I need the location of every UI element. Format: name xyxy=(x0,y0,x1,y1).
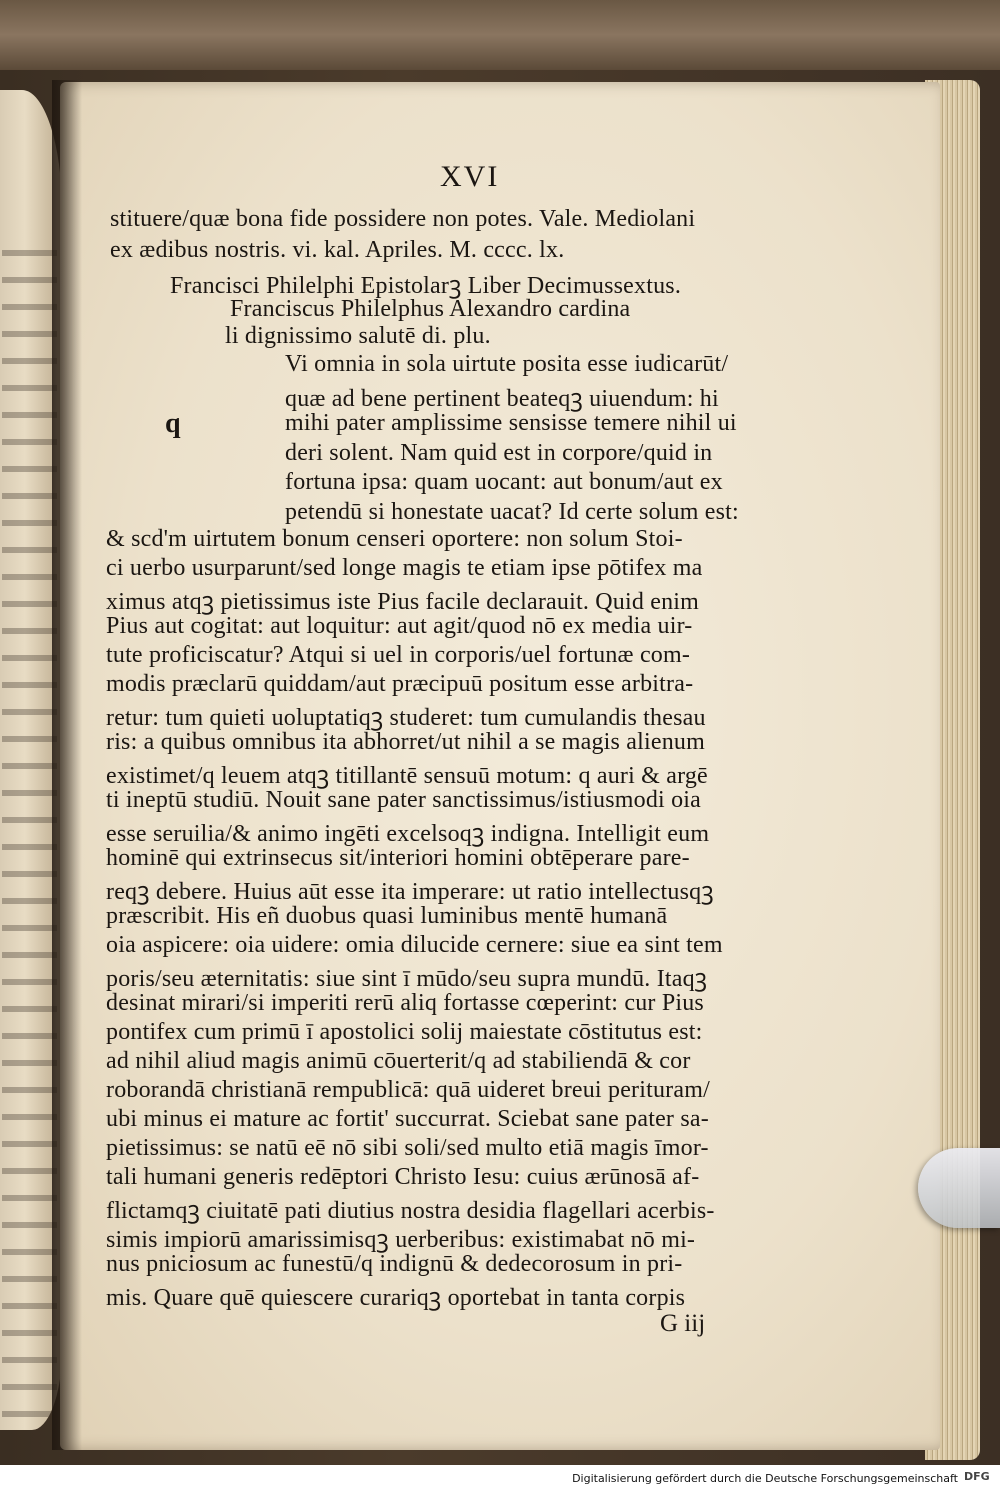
facing-page-text-shadow xyxy=(2,250,57,1430)
text-line: modis præclarū quiddam/aut præcipuū positum esse arbitra- xyxy=(106,671,694,697)
text-line: mis. Quare quē quiescere curariqꝫ oportebat in tanta corpis xyxy=(106,1285,686,1311)
text-line: simis impiorū amarissimisqꝫ uerberibus: existimabat nō mi- xyxy=(106,1227,696,1253)
text-line: oia aspicere: oia uidere: omia dilucide cernere: siue ea sint tem xyxy=(106,932,723,958)
letter-heading: li dignissimo salutē di. plu. xyxy=(225,323,491,349)
text-line: hominē qui extrinsecus sit/interiori homini obtēperare pare- xyxy=(106,845,690,871)
signature-mark: G iij xyxy=(660,1310,706,1337)
text-line: ti ineptū studiū. Nouit sane pater sanctissimus/istiusmodi oia xyxy=(106,787,702,813)
text-line: præscribit. His eñ duobus quasi luminibus mentē humanā xyxy=(106,903,668,929)
text-line: retur: tum quieti uoluptatiqꝫ studeret: tum cumulandis thesau xyxy=(106,705,706,731)
page-clamp xyxy=(918,1148,1000,1228)
text-line: reqꝫ debere. Huius aūt esse ita imperare: ut ratio intellectusqꝫ xyxy=(106,879,714,905)
funding-credit: Digitalisierung gefördert durch die Deutsche Forschungsgemeinschaft xyxy=(572,1472,958,1485)
text-line: ris: a quibus omnibus ita abhorret/ut nihil a se magis alienum xyxy=(106,729,705,755)
text-line: Vi omnia in sola uirtute posita esse iudicarūt/ xyxy=(285,351,729,377)
gutter-shadow xyxy=(52,80,82,1450)
folio-header: XVI xyxy=(440,160,500,193)
text-line: ximus atqꝫ pietissimus iste Pius facile declarauit. Quid enim xyxy=(106,589,700,615)
text-line: ci uerbo usurparunt/sed longe magis te etiam ipse pōtifex ma xyxy=(106,555,703,581)
text-line: tali humani generis redēptori Christo Iesu: cuius ærūnosā af- xyxy=(106,1164,700,1190)
text-line: nus pniciosum ac funestū/q indignū & dedecorosum in pri- xyxy=(106,1251,683,1277)
text-line: & scd'm uirtutem bonum censeri oportere: non solum Stoi- xyxy=(106,526,683,552)
initial-guide-letter: q xyxy=(165,408,181,439)
text-line: mihi pater amplissime sensisse temere nihil ui xyxy=(285,410,737,436)
text-line: ubi minus ei mature ac fortit' succurrat. Sciebat sane pater sa- xyxy=(106,1106,709,1132)
text-line: ex ædibus nostris. vi. kal. Apriles. M. cccc. lx. xyxy=(110,237,565,263)
text-line: roborandā christianā rempublicā: quā uideret breui perituram/ xyxy=(106,1077,710,1103)
text-line: fortuna ipsa: quam uocant: aut bonum/aut ex xyxy=(285,469,723,495)
text-line: desinat mirari/si imperiti rerū aliq fortasse cœperint: cur Pius xyxy=(106,990,704,1016)
text-line: stituere/quæ bona fide possidere non potes. Vale. Mediolani xyxy=(110,206,696,232)
text-line: existimet/q leuem atqꝫ titillantē sensuū motum: q auri & argē xyxy=(106,763,708,789)
footer-bar xyxy=(0,1465,1000,1493)
text-line: esse seruilia/& animo ingēti excelsoqꝫ indigna. Intelligit eum xyxy=(106,821,710,847)
dfg-logo-icon: DFG xyxy=(964,1470,990,1483)
text-line: Pius aut cogitat: aut loquitur: aut agit/quod nō ex media uir- xyxy=(106,613,693,639)
text-line: deri solent. Nam quid est in corpore/quid in xyxy=(285,440,713,466)
text-line: pontifex cum primū ī apostolici solij maiestate cōstitutus est: xyxy=(106,1019,703,1045)
text-line: tute proficiscatur? Atqui si uel in corporis/uel fortunæ com- xyxy=(106,642,691,668)
text-line: petendū si honestate uacat? Id certe solum est: xyxy=(285,499,739,525)
text-line: flictamqꝫ ciuitatē pati diutius nostra desidia flagellari acerbis- xyxy=(106,1198,715,1224)
text-line: poris/seu æternitatis: siue sint ī mūdo/seu supra mundū. Itaqꝫ xyxy=(106,966,708,992)
text-line: pietissimus: se natū eē nō sibi soli/sed multo etiā magis īmor- xyxy=(106,1135,709,1161)
book-title-line: Francisci Philelphi Epistolarꝫ Liber Decimussextus. xyxy=(170,273,682,299)
text-line: ad nihil aliud magis animū cōuerterit/q ad stabiliendā & cor xyxy=(106,1048,691,1074)
letter-heading: Franciscus Philelphus Alexandro cardina xyxy=(230,296,631,322)
book-board-top xyxy=(0,0,1000,70)
text-line: quæ ad bene pertinent beateqꝫ uiuendum: hi xyxy=(285,386,719,412)
